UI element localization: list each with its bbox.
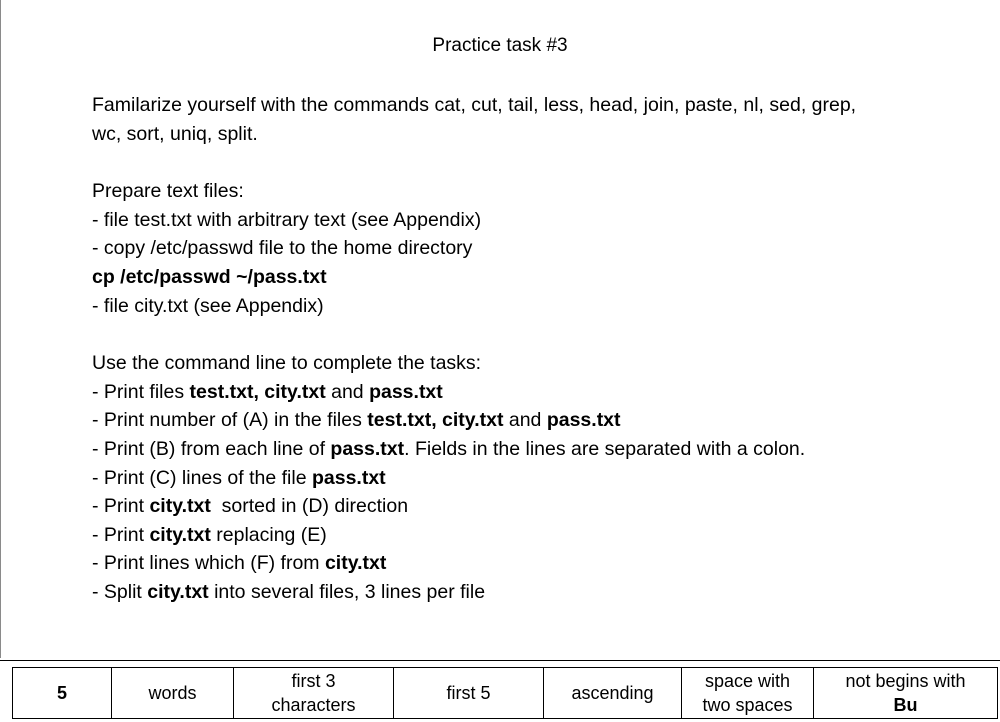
task-1: - Print files test.txt, city.txt and pass.txt: [92, 380, 443, 403]
task-5: - Print city.txt sorted in (D) direction: [92, 495, 409, 518]
answers-table: [12, 667, 998, 719]
task-body: [92, 91, 972, 607]
table-row: [13, 668, 998, 719]
page-title: Practice task #3: [432, 35, 568, 56]
intro-line-1: Familarize yourself with the commands cat, cut, tail, less, head, join, paste, nl, sed, grep,: [92, 94, 857, 116]
answer-b-cell: first 3 characters: [234, 668, 394, 719]
prepare-item-passwd: - copy /etc/passwd file to the home directory: [92, 237, 473, 260]
prepare-item-city: - file city.txt (see Appendix): [92, 294, 324, 317]
task-4: - Print (C) lines of the file pass.txt: [92, 466, 386, 489]
answer-c-cell: first 5: [394, 668, 544, 719]
task-2: - Print number of (A) in the files test.txt, city.txt and pass.txt: [92, 409, 621, 432]
copy-command: [92, 263, 972, 292]
variant-cell: 5: [13, 668, 112, 719]
answer-d-cell: ascending: [544, 668, 682, 719]
left-border: [0, 0, 1, 658]
intro-line-2: wc, sort, uniq, split.: [92, 122, 258, 145]
answer-e-cell: space with two spaces: [682, 668, 814, 719]
task-3: - Print (B) from each line of pass.txt. Fields in the lines are separated with a colon.: [92, 437, 806, 460]
task-6: - Print city.txt replacing (E): [92, 523, 327, 546]
answer-f-cell: not begins with Bu: [814, 668, 998, 719]
prepare-item-test: - file test.txt with arbitrary text (see Appendix): [92, 208, 482, 231]
prepare-heading: Prepare text files:: [92, 180, 244, 203]
task-8: - Split city.txt into several files, 3 lines per file: [92, 580, 486, 603]
table-separator: [0, 660, 1000, 661]
tasks-heading: Use the command line to complete the tasks:: [92, 352, 482, 375]
answer-a-cell: words: [112, 668, 234, 719]
task-7: - Print lines which (F) from city.txt: [92, 552, 387, 575]
copy-command-text: cp /etc/passwd ~/pass.txt: [92, 265, 327, 288]
